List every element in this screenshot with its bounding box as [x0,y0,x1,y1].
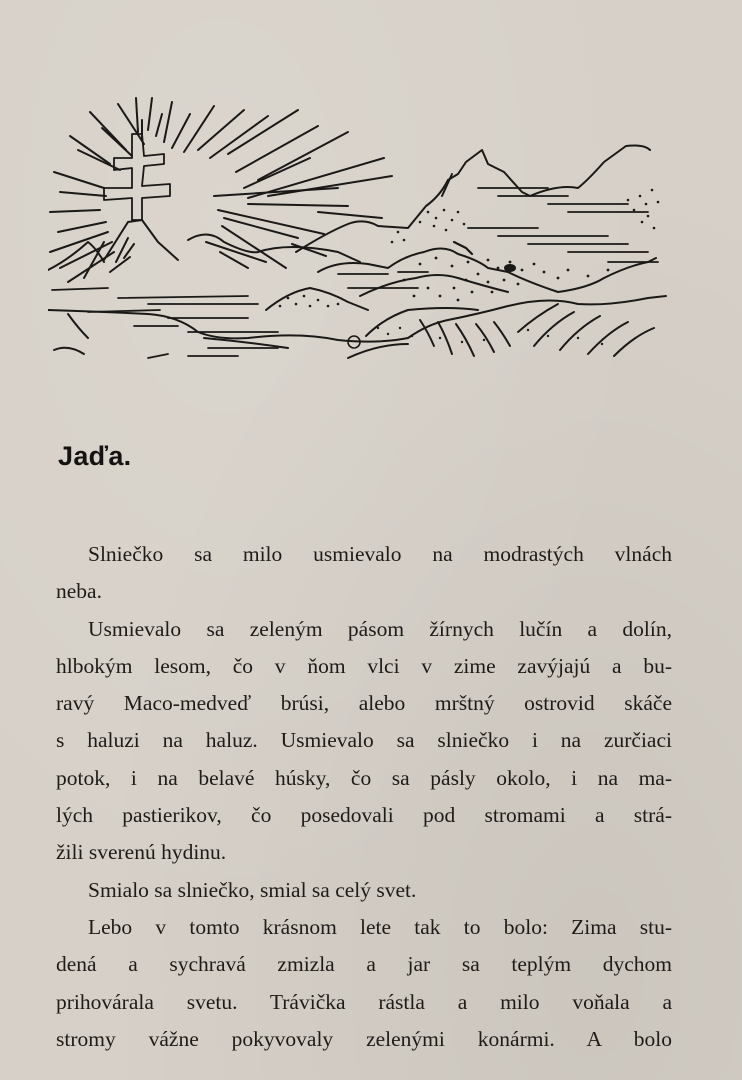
text-line: stromy vážne pokyvovaly zelenými konármi. A bolo [56,1026,672,1051]
text-line: žili sverenú hydinu. [56,840,227,865]
text-line: ravý Maco-medveď brúsi, alebo mrštný ostrovid skáče [56,691,672,716]
text-line: lých pastierikov, čo posedovali pod stromami a strá- [56,803,672,828]
text-line: potok, i na belavé húsky, čo sa pásly okolo, i na ma- [56,765,672,790]
text-line: Usmievalo sa zeleným pásom žírnych lučín a dolín, [88,616,672,641]
text-line: Slniečko sa milo usmievalo na modrastých vlnách [88,542,672,566]
sun-rays-icon [50,98,392,282]
text-line: s haluzi na haluz. Usmievalo sa slniečko i na zurčiaci [56,728,672,753]
double-cross-icon [104,134,170,220]
text-line: Smialo sa slniečko, smial sa celý svet. [88,877,417,902]
story-text [56,536,672,1058]
chapter-title: Jaďa. [58,441,132,471]
text-line: prihovárala svetu. Trávička rástla a milo voňala a [56,989,672,1014]
text-line: neba. [56,579,102,604]
text-line: dená a sychravá zmizla a jar sa teplým dychom [56,952,672,977]
chapter-illustration [48,92,674,382]
text-line: Lebo v tomto krásnom lete tak to bolo: Zima stu- [88,914,672,939]
text-line: hlbokým lesom, čo v ňom vlci v zime zavýjajú a bu- [56,653,672,678]
